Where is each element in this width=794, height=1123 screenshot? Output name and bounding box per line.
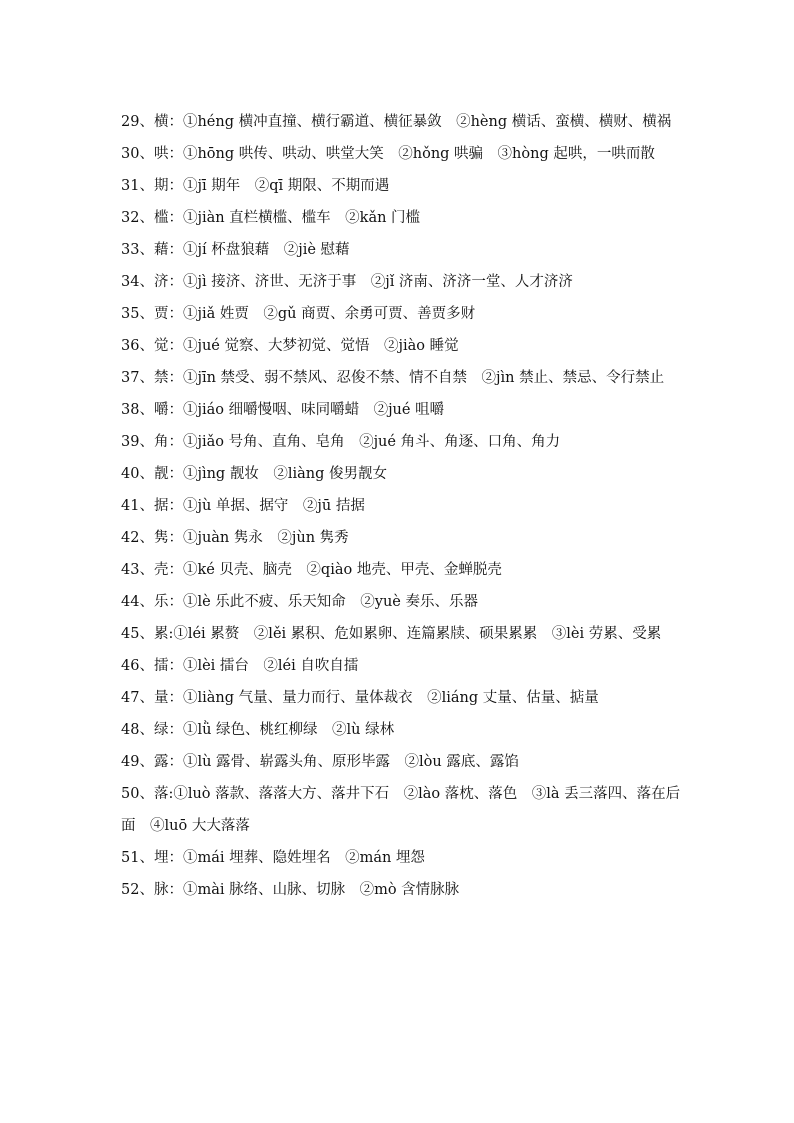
entry-37-jin: 37、禁：①jīn 禁受、弱不禁风、忍俊不禁、情不自禁 ②jìn 禁止、禁忌、令行禁止 [121, 370, 665, 386]
document-page [121, 106, 689, 906]
entry-49-lu: 49、露：①lù 露骨、崭露头角、原形毕露 ②lòu 露底、露馅 [121, 754, 519, 770]
entry-52-mai: 52、脉：①mài 脉络、山脉、切脉 ②mò 含情脉脉 [121, 882, 460, 898]
entry-43-ke: 43、壳：①ké 贝壳、脑壳 ②qiào 地壳、甲壳、金蝉脱壳 [121, 562, 502, 578]
entry-38-jiao: 38、嚼：①jiáo 细嚼慢咽、味同嚼蜡 ②jué 咀嚼 [121, 402, 445, 418]
entry-47-liang: 47、量：①liàng 气量、量力而行、量体裁衣 ②liáng 丈量、估量、掂量 [121, 690, 599, 706]
entry-48-lv: 48、绿：①lǜ 绿色、桃红柳绿 ②lù 绿林 [121, 722, 395, 738]
entry-34-ji: 34、济：①jì 接济、济世、无济于事 ②jǐ 济南、济济一堂、人才济济 [121, 274, 573, 290]
entry-41-ju: 41、据：①jù 单据、据守 ②jū 拮据 [121, 498, 365, 514]
entry-29-heng: 29、横：①héng 横冲直撞、横行霸道、横征暴敛 ②hèng 横话、蛮横、横财、横祸 [121, 114, 672, 130]
entry-40-jing: 40、靓：①jìng 靓妆 ②liàng 俊男靓女 [121, 466, 387, 482]
entry-42-juan: 42、隽：①juàn 隽永 ②jùn 隽秀 [121, 530, 349, 546]
entry-50-luo: 50、落:①luò 落款、落落大方、落井下石 ②lào 落枕、落色 ③là 丢三落四、落在后面 ④luō 大大落落 [121, 786, 681, 834]
entry-51-mai: 51、埋：①mái 埋葬、隐姓埋名 ②mán 埋怨 [121, 850, 425, 866]
entry-30-hong: 30、哄：①hōng 哄传、哄动、哄堂大笑 ②hǒng 哄骗 ③hòng 起哄，一哄而散 [121, 146, 655, 162]
entry-46-lei: 46、擂：①lèi 擂台 ②léi 自吹自擂 [121, 658, 359, 674]
entry-33-ji: 33、藉：①jí 杯盘狼藉 ②jiè 慰藉 [121, 242, 350, 258]
entry-36-jue: 36、觉：①jué 觉察、大梦初觉、觉悟 ②jiào 睡觉 [121, 338, 459, 354]
entry-44-le: 44、乐：①lè 乐此不疲、乐天知命 ②yuè 奏乐、乐器 [121, 594, 478, 610]
entry-35-jia: 35、贾：①jiǎ 姓贾 ②gǔ 商贾、余勇可贾、善贾多财 [121, 306, 476, 322]
entry-39-jiao: 39、角：①jiǎo 号角、直角、皂角 ②jué 角斗、角逐、口角、角力 [121, 434, 561, 450]
entry-45-lei: 45、累:①léi 累赘 ②lěi 累积、危如累卵、连篇累牍、硕果累累 ③lèi 劳累、受累 [121, 626, 662, 642]
entry-31-qi: 31、期：①jī 期年 ②qī 期限、不期而遇 [121, 178, 390, 194]
entry-32-jian: 32、槛：①jiàn 直栏横槛、槛车 ②kǎn 门槛 [121, 210, 421, 226]
